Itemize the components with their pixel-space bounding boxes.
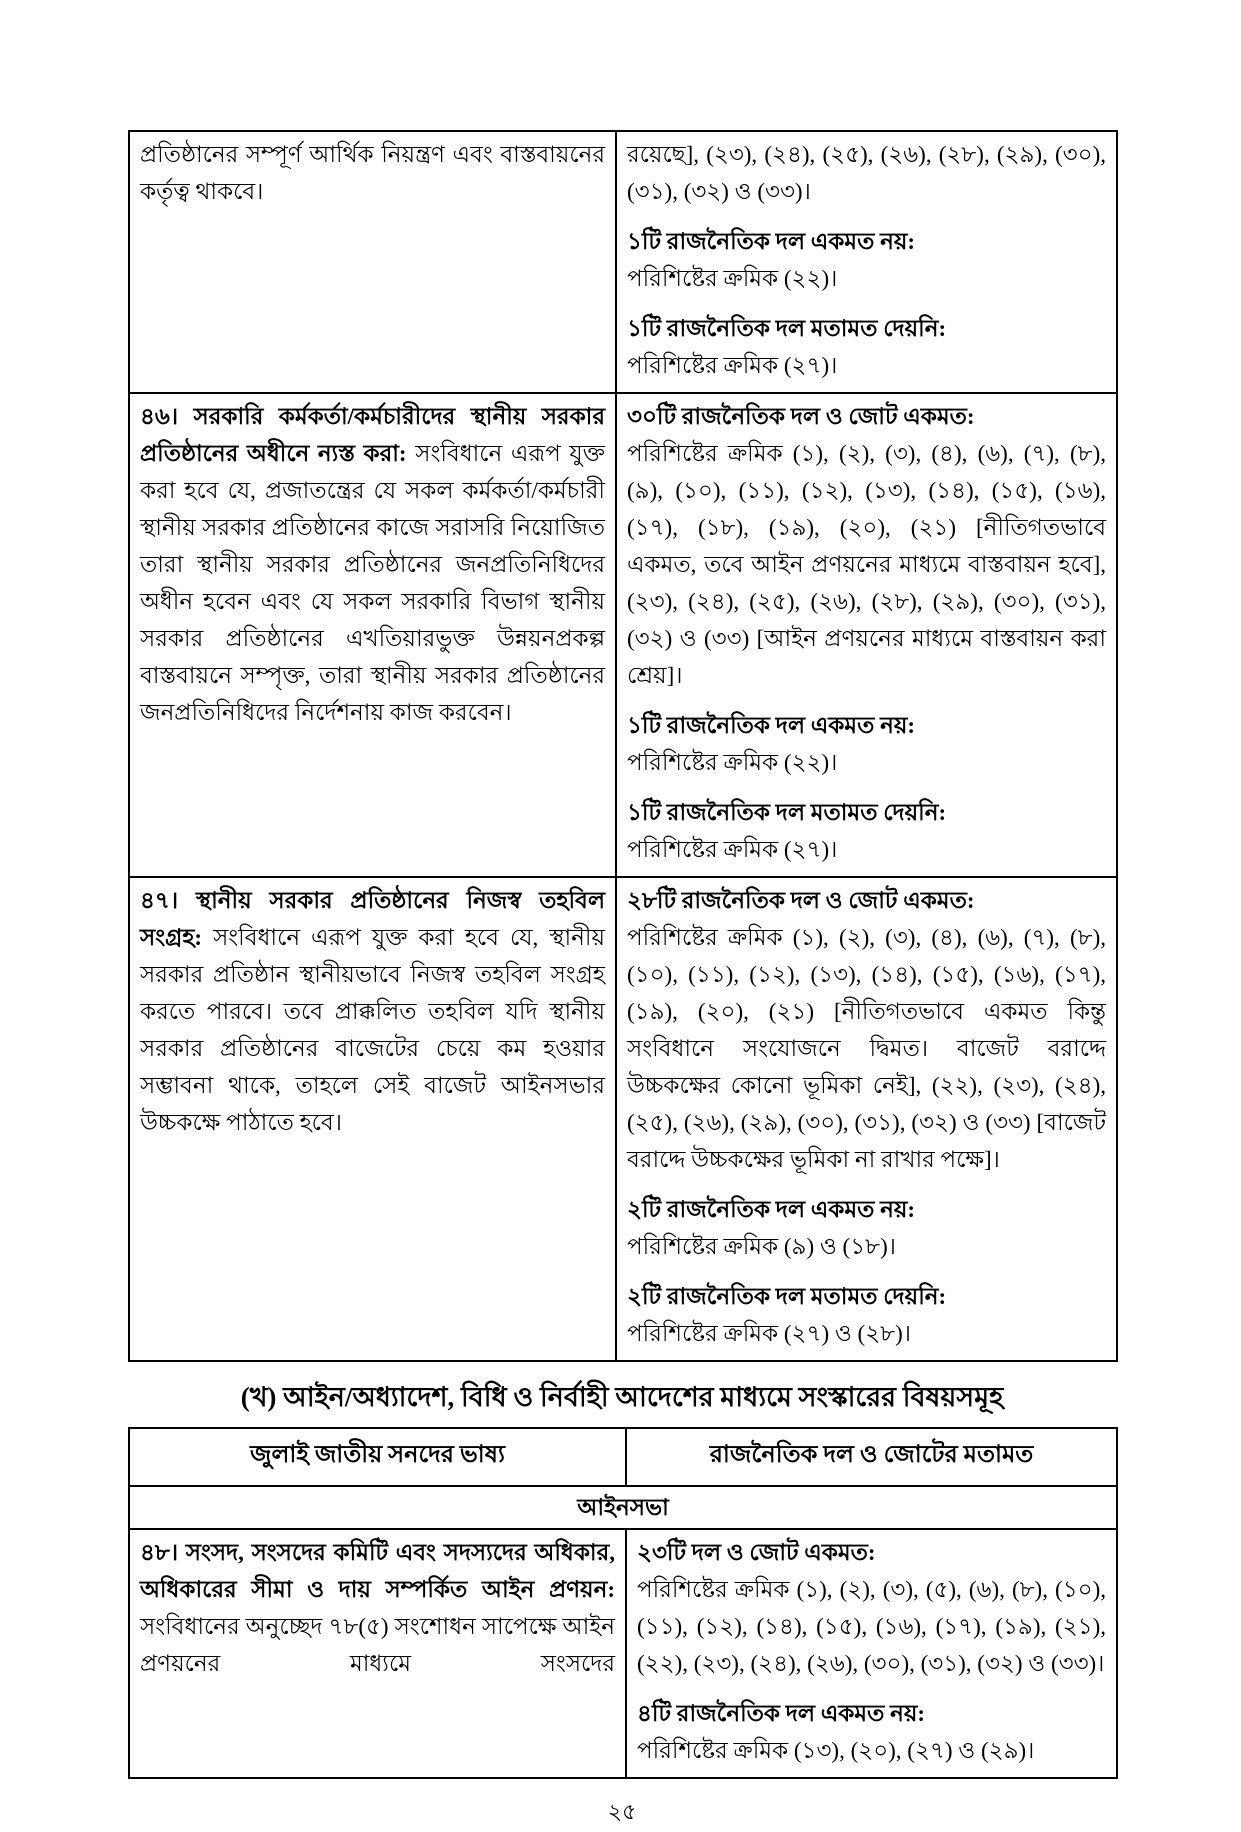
opinion-body: পরিশিষ্টের ক্রমিক (১), (২), (৩), (৪), (৬), (৭), (৮), (৯), (১০), (১১), (১২), (১৩), (১৪), (১৫), (১৬), (১৭), (১৮), (১৯), (২০), (২১) [নীতিগতভাবে একমত, তবে আইন প্রণয়নের মাধ্যমে বাস্তবায়ন হবে], (২৩), (২৪), (২৫), (২৬), (২৮), (২৯), (৩০), (৩১), (৩২) ও (৩৩) [আইন প্রণয়নের মাধ্যমে বাস্তবায়ন করা শ্রেয়]। bbox=[627, 441, 1106, 688]
charter-lead: ৪৮। সংসদ, সংসদের কমিটি এবং সদস্যদের অধিকার, অধিকারের সীমা ও দায় সম্পর্কিত আইন প্রণয়ন: bbox=[140, 1540, 615, 1602]
opinion-heading: ৩০টি রাজনৈতিক দল ও জোট একমত: bbox=[627, 404, 975, 429]
opinion-cell bbox=[616, 877, 1117, 1361]
charter-text-cell bbox=[129, 877, 616, 1361]
charter-text-cell bbox=[129, 1529, 626, 1778]
page-number: ২৫ bbox=[607, 1799, 637, 1824]
opinion-cell bbox=[626, 1529, 1117, 1778]
column-header-opinion: রাজনৈতিক দল ও জোটের মতামত bbox=[626, 1428, 1117, 1486]
charter-paragraph bbox=[140, 882, 605, 1141]
opinion-heading: ২টি রাজনৈতিক দল মতামত দেয়নি: bbox=[627, 1284, 947, 1309]
opinion-heading: ১টি রাজনৈতিক দল একমত নয়: bbox=[627, 713, 916, 738]
charter-paragraph bbox=[140, 398, 605, 731]
opinion-body: পরিশিষ্টের ক্রমিক (১), (২), (৩), (৪), (৬), (৭), (৮), (১০), (১১), (১২), (১৩), (১৪), (১৫), (১৬), (১৭), (১৯), (২০), (২১) [নীতিগতভাবে একমত কিন্তু সংবিধানে সংযোজনে দ্বিমত। বাজেট বরাদ্দে উচ্চকক্ষের কোনো ভূমিকা নেই], (২২), (২৩), (২৪), (২৫), (২৬), (২৯), (৩০), (৩১), (৩২) ও (৩৩) [বাজেট বরাদ্দে উচ্চকক্ষের ভূমিকা না রাখার পক্ষে]। bbox=[627, 925, 1106, 1172]
column-header-charter: জুলাই জাতীয় সনদের ভাষ্য bbox=[129, 1428, 626, 1486]
charter-body: প্রতিষ্ঠানের সম্পূর্ণ আর্থিক নিয়ন্ত্রণ এবং বাস্তবায়নের কর্তৃত্ব থাকবে। bbox=[140, 142, 605, 204]
opinion-heading: ২৩টি দল ও জোট একমত: bbox=[637, 1540, 876, 1565]
opinion-body: পরিশিষ্টের ক্রমিক (২৭)। bbox=[627, 837, 838, 862]
table-row-item-48 bbox=[129, 1529, 1117, 1778]
charter-paragraph bbox=[140, 1534, 615, 1682]
opinion-cell bbox=[616, 131, 1117, 393]
opinion-body: পরিশিষ্টের ক্রমিক (১), (২), (৩), (৫), (৬), (৮), (১০), (১১), (১২), (১৪), (১৫), (১৬), (১৭), (১৯), (২১), (২২), (২৩), (২৪), (২৬), (৩০), (৩১), (৩২) ও (৩৩)। bbox=[637, 1577, 1106, 1676]
opinion-heading: ১টি রাজনৈতিক দল মতামত দেয়নি: bbox=[627, 316, 947, 341]
charter-body: সংবিধানে এরূপ যুক্ত করা হবে যে, প্রজাতন্ত্রের যে সকল কর্মকর্তা/কর্মচারী স্থানীয় সরকার প্রতিষ্ঠানের কাজে সরাসরি নিয়োজিত তারা স্থানীয় সরকার প্রতিষ্ঠানের জনপ্রতিনিধিদের অধীন হবেন এবং যে সকল সরকারি বিভাগ স্থানীয় সরকার প্রতিষ্ঠানের এখতিয়ারভুক্ত উন্নয়নপ্রকল্প বাস্তবায়নে সম্পৃক্ত, তারা স্থানীয় সরকার প্রতিষ্ঠানের জনপ্রতিনিধিদের নির্দেশনায় কাজ করবেন। bbox=[140, 441, 605, 725]
opinion-heading: ১টি রাজনৈতিক দল মতামত দেয়নি: bbox=[627, 800, 947, 825]
table-row-continued bbox=[129, 131, 1117, 393]
opinion-body: পরিশিষ্টের ক্রমিক (২২)। bbox=[627, 266, 838, 291]
opinion-heading: ৪টি রাজনৈতিক দল একমত নয়: bbox=[637, 1701, 926, 1726]
law-reform-table bbox=[128, 1427, 1118, 1779]
constitution-reform-table bbox=[128, 130, 1118, 1362]
charter-text-cell bbox=[129, 393, 616, 877]
charter-text-cell bbox=[129, 131, 616, 393]
charter-body: সংবিধানে এরূপ যুক্ত করা হবে যে, স্থানীয় সরকার প্রতিষ্ঠান স্থানীয়ভাবে নিজস্ব তহবিল সংগ্রহ করতে পারবে। তবে প্রাক্কলিত তহবিল যদি স্থানীয় সরকার প্রতিষ্ঠানের বাজেটের চেয়ে কম হওয়ার সম্ভাবনা থাকে, তাহলে সেই বাজেট আইনসভার উচ্চকক্ষে পাঠাতে হবে। bbox=[140, 925, 606, 1135]
charter-lead: ৪৬। সরকারি কর্মকর্তা/কর্মচারীদের স্থানীয় সরকার প্রতিষ্ঠানের অধীনে ন্যস্ত করা: bbox=[140, 404, 605, 466]
table-subheader-row bbox=[129, 1486, 1117, 1529]
table-row-item-47 bbox=[129, 877, 1117, 1361]
opinion-body: রয়েছে], (২৩), (২৪), (২৫), (২৬), (২৮), (২৯), (৩০), (৩১), (৩২) ও (৩৩)। bbox=[627, 142, 1106, 204]
opinion-heading: ২৮টি রাজনৈতিক দল ও জোট একমত: bbox=[627, 888, 975, 913]
table-row-item-46 bbox=[129, 393, 1117, 877]
opinion-body: পরিশিষ্টের ক্রমিক (২৭)। bbox=[627, 353, 838, 378]
table-header-row bbox=[129, 1428, 1117, 1486]
section-b-heading: (খ) আইন/অধ্যাদেশ, বিধি ও নির্বাহী আদেশের মাধ্যমে সংস্কারের বিষয়সমূহ bbox=[240, 1382, 1004, 1412]
charter-body: সংবিধানের অনুচ্ছেদ ৭৮(৫) সংশোধন সাপেক্ষে আইন প্রণয়নের মাধ্যমে সংসদের bbox=[140, 1614, 615, 1676]
opinion-body: পরিশিষ্টের ক্রমিক (৯) ও (১৮)। bbox=[627, 1234, 896, 1259]
opinion-body: পরিশিষ্টের ক্রমিক (২৭) ও (২৮)। bbox=[627, 1321, 911, 1346]
opinion-heading: ২টি রাজনৈতিক দল একমত নয়: bbox=[627, 1197, 916, 1222]
opinion-cell bbox=[616, 393, 1117, 877]
subsection-legislature-label: আইনসভা bbox=[129, 1486, 1117, 1529]
opinion-body: পরিশিষ্টের ক্রমিক (১৩), (২০), (২৭) ও (২৯)। bbox=[637, 1738, 1035, 1763]
opinion-body: পরিশিষ্টের ক্রমিক (২২)। bbox=[627, 750, 838, 775]
opinion-heading: ১টি রাজনৈতিক দল একমত নয়: bbox=[627, 229, 916, 254]
charter-lead: ৪৭। স্থানীয় সরকার প্রতিষ্ঠানের নিজস্ব তহবিল সংগ্রহ: bbox=[140, 888, 605, 950]
